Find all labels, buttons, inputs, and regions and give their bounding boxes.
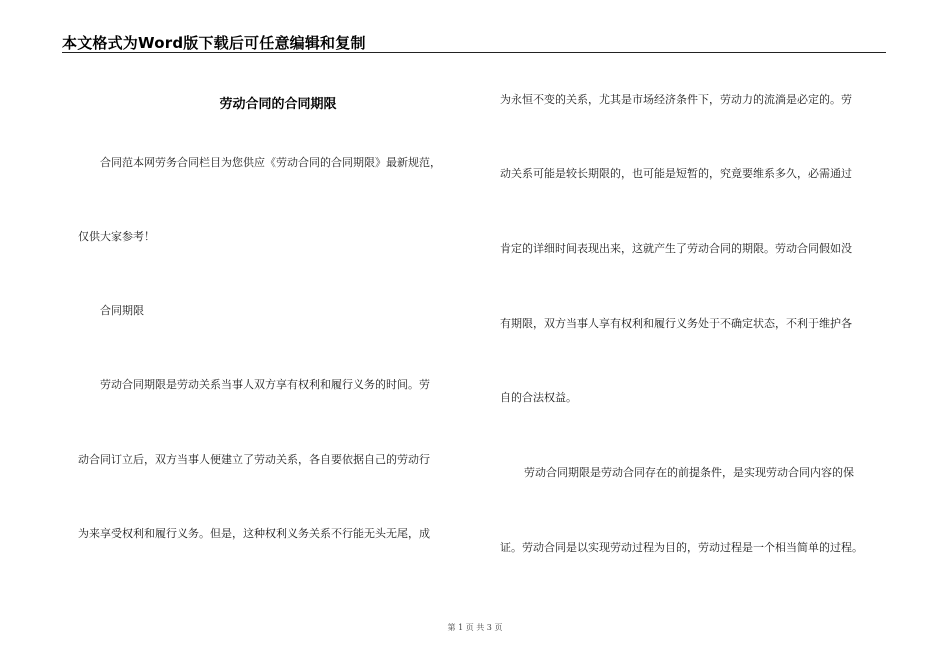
- paragraph-line: 为永恒不变的关系，尤其是市场经济条件下，劳动力的流淌是必定的。劳: [500, 93, 852, 106]
- paragraph-line: 动关系可能是较长期限的，也可能是短暂的，究竟要维系多久，必需通过: [500, 167, 852, 180]
- paragraph-line: 为来享受权利和履行义务。但是，这种权利义务关系不行能无头无尾，成: [78, 527, 430, 540]
- paragraph-line: 劳动合同期限是劳动关系当事人双方享有权利和履行义务的时间。劳: [100, 378, 430, 391]
- paragraph-line: 肯定的详细时间表现出来，这就产生了劳动合同的期限。劳动合同假如没: [500, 242, 852, 255]
- paragraph-line: 有期限，双方当事人享有权利和履行义务处于不确定状态，不利于维护各: [500, 317, 852, 330]
- paragraph-line: 仅供大家参考！: [78, 230, 155, 243]
- section-heading: 合同期限: [100, 304, 144, 317]
- header-divider: [62, 52, 886, 53]
- page-number: 第 1 页 共 3 页: [447, 623, 503, 632]
- page-header-title: 本文格式为Word版下载后可任意编辑和复制: [62, 34, 366, 52]
- paragraph-line: 证。劳动合同是以实现劳动过程为目的，劳动过程是一个相当简单的过程。: [500, 541, 863, 554]
- paragraph-line: 自的合法权益。: [500, 391, 577, 404]
- paragraph-line: 动合同订立后，双方当事人便建立了劳动关系，各自要依据自己的劳动行: [78, 453, 430, 466]
- paragraph-line: 合同范本网劳务合同栏目为您供应《劳动合同的合同期限》最新规范，: [100, 156, 441, 169]
- document-title: 劳动合同的合同期限: [219, 97, 337, 112]
- paragraph-line: 劳动合同期限是劳动合同存在的前提条件，是实现劳动合同内容的保: [524, 466, 854, 479]
